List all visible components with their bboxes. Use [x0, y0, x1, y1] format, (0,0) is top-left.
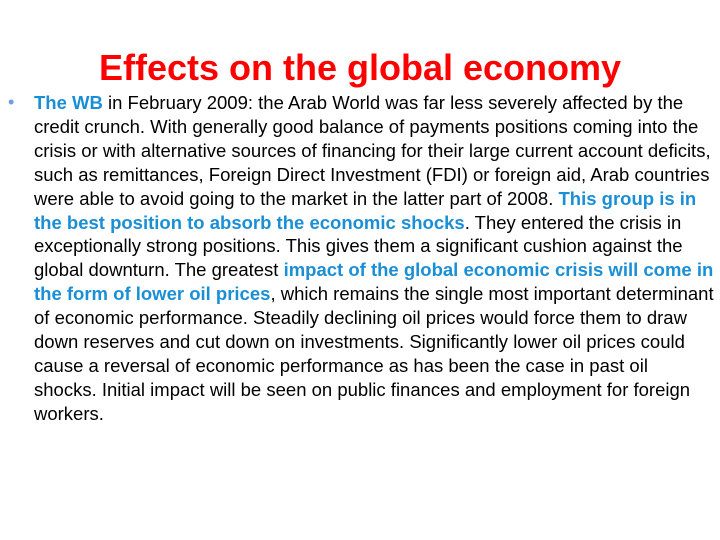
text-segment-2: . They entered the crisis in exceptionally strong positions. This gives them a significant cushion against the global downturn. The greatest [34, 211, 683, 281]
text-the: The [34, 92, 73, 113]
highlight-best-position: This group is in the best position to absorb the economic shocks [34, 187, 697, 233]
bullet-item [8, 91, 714, 426]
slide-title: Effects on the global economy [98, 47, 622, 88]
bullet-paragraph [34, 91, 714, 426]
text-segment-1: in February 2009: the Arab World was far less severely affected by the credit crunch. With generally good balance of payments positions coming into the crisis or with alternative sources of financing for their large current account deficits, such as remittances, Foreign Direct Investment (FDI) or foreign aid, Arab countries were able to avoid going to the market in the latter part of 2008. [34, 92, 711, 209]
text-wb: WB [72, 92, 103, 113]
bullet-icon: • [8, 92, 15, 112]
text-segment-3: , which remains the single most important determinant of economic performance. Steadily declining oil prices would force them to draw down reserves and cut down on investments. Significantly lower oil prices could cause a reversal of economic performance as has been the case in past oil shocks. Initial impact will be seen on public finances and employment for foreign workers. [34, 283, 714, 424]
highlight-oil-prices: impact of the global economic crisis will come in the form of lower oil prices [34, 259, 714, 305]
